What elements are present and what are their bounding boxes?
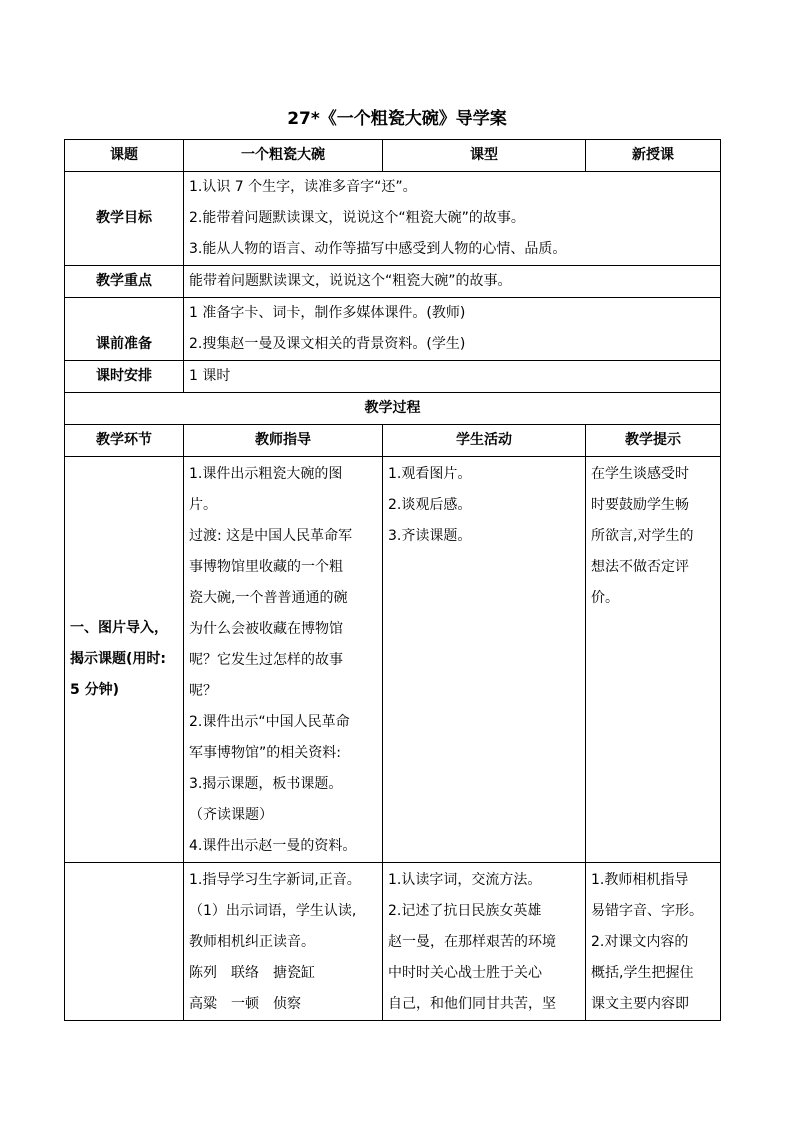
process-columns-row (65, 425, 721, 457)
teacher-line: 军事博物馆”的相关资料: (189, 745, 341, 761)
teacher-line: 陈列 联络 搪瓷缸 (189, 965, 315, 981)
teacher-line: 1.指导学习生字新词,正音。 (189, 872, 361, 888)
teacher-line: 高粱 一顿 侦察 (189, 996, 301, 1012)
student-line: 赵一曼，在那样艰苦的环境 (388, 934, 556, 950)
process-heading: 教学过程 (65, 393, 721, 425)
teacher-line: 1.课件出示粗瓷大碗的图 (189, 466, 343, 482)
page-title: 27*《一个粗瓷大碗》导学案 (287, 109, 507, 129)
col-stage: 教学环节 (65, 425, 184, 457)
hours-row (65, 361, 721, 393)
col-tips: 教学提示 (586, 425, 721, 457)
stage-line: 5 分钟) (70, 682, 120, 698)
label-lesson-type: 课型 (383, 140, 586, 172)
label-hours: 课时安排 (65, 361, 184, 393)
goals-row (65, 172, 721, 266)
tips-line: 1.教师相机指导 (591, 872, 689, 888)
prep-list (184, 298, 721, 361)
teacher-line: （齐读课题） (189, 807, 273, 823)
teacher-line: 瓷大碗,一个普普通通的碗 (189, 590, 348, 606)
tips-line: 所欲言,对学生的 (591, 528, 694, 544)
teacher-line: 事博物馆里收藏的一个粗 (189, 559, 343, 575)
student-line: 1.认读字词，交流方法。 (388, 872, 542, 888)
teacher-line: 呢？ (189, 683, 217, 699)
stage-line: 揭示课题(用时: (70, 651, 166, 667)
prep-item: 1 准备字卡、词卡，制作多媒体课件。(教师) (189, 305, 466, 321)
teacher-line: 3.揭示课题，板书课题。 (189, 776, 343, 792)
table-row (65, 457, 721, 863)
tips-cell (586, 457, 721, 863)
goals-list (184, 172, 721, 266)
teacher-line: （1）出示词语，学生认读, (189, 903, 357, 919)
topic-value: 一个粗瓷大碗 (184, 140, 383, 172)
student-cell (383, 863, 586, 1021)
teacher-line: 呢？它发生过怎样的故事 (189, 652, 343, 668)
teacher-line: 4.课件出示赵一曼的资料。 (189, 838, 357, 854)
prep-row (65, 298, 721, 361)
student-line: 3.齐读课题。 (388, 528, 472, 544)
teacher-cell (184, 457, 383, 863)
focus-text: 能带着问题默读课文，说说这个“粗瓷大碗”的故事。 (184, 266, 721, 298)
student-line: 中时时关心战士胜于关心 (388, 965, 542, 981)
tips-line: 时要鼓励学生畅 (591, 497, 689, 513)
teacher-cell (184, 863, 383, 1021)
label-topic: 课题 (65, 140, 184, 172)
label-prep: 课前准备 (65, 298, 184, 361)
process-heading-row (65, 393, 721, 425)
teacher-line: 为什么会被收藏在博物馆 (189, 621, 343, 637)
stage-cell (65, 457, 184, 863)
student-line: 1.观看图片。 (388, 466, 472, 482)
teacher-line: 2.课件出示“中国人民革命 (189, 714, 350, 730)
teacher-line: 教师相机纠正读音。 (189, 934, 315, 950)
lesson-type-value: 新授课 (586, 140, 721, 172)
table-row (65, 863, 721, 1021)
prep-item: 2.搜集赵一曼及课文相关的背景资料。(学生) (189, 336, 466, 352)
col-student: 学生活动 (383, 425, 586, 457)
stage-cell (65, 863, 184, 1021)
student-line: 2.记述了抗日民族女英雄 (388, 903, 542, 919)
tips-line: 2.对课文内容的 (591, 934, 689, 950)
tips-line: 课文主要内容即 (591, 996, 689, 1012)
lesson-plan-table (64, 139, 721, 1021)
student-line: 自己，和他们同甘共苦，坚 (388, 996, 556, 1012)
teacher-line: 过渡: 这是中国人民革命军 (189, 528, 353, 544)
goal-item: 2.能带着问题默读课文，说说这个“粗瓷大碗”的故事。 (189, 210, 525, 226)
stage-line: 一、图片导入， (70, 620, 168, 636)
student-line: 2.谈观后感。 (388, 497, 472, 513)
tips-line: 易错字音、字形。 (591, 903, 703, 919)
header-row (65, 140, 721, 172)
student-cell (383, 457, 586, 863)
tips-cell (586, 863, 721, 1021)
hours-text: 1 课时 (184, 361, 721, 393)
focus-row (65, 266, 721, 298)
teacher-line: 片。 (189, 497, 217, 513)
col-teacher: 教师指导 (184, 425, 383, 457)
goal-item: 3.能从人物的语言、动作等描写中感受到人物的心情、品质。 (189, 241, 567, 257)
tips-line: 概括,学生把握住 (591, 965, 694, 981)
tips-line: 在学生谈感受时 (591, 466, 689, 482)
label-goals: 教学目标 (65, 172, 184, 266)
label-focus: 教学重点 (65, 266, 184, 298)
goal-item: 1.认识 7 个生字，读准多音字“还”。 (189, 179, 417, 195)
tips-line: 想法不做否定评 (591, 559, 689, 575)
tips-line: 价。 (591, 590, 619, 606)
